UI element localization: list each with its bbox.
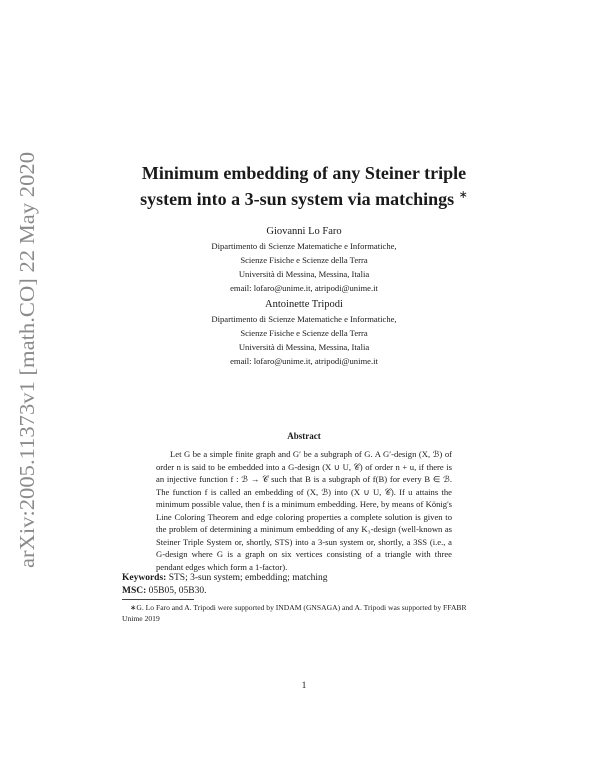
author-affiliation-line: Università di Messina, Messina, Italia	[238, 342, 370, 352]
keywords-label: Keywords:	[122, 573, 167, 583]
author-affiliation-line: Scienze Fisiche e Scienze della Terra	[240, 255, 368, 265]
keywords	[122, 572, 486, 585]
msc-label: MSC:	[122, 586, 147, 596]
footnote: ∗G. Lo Faro and A. Tripodi were supported by INDAM (GNSAGA) and A. Tripodi was supported by FFABR Unime 2019	[122, 603, 467, 623]
arxiv-stamp	[4, 150, 48, 570]
abstract-heading: Abstract	[287, 431, 321, 441]
author-affiliation-line: Dipartimento di Scienze Matematiche e Informatiche,	[211, 314, 397, 324]
arxiv-id: arXiv:2005.11373v1 [math.CO] 22 May 2020	[15, 181, 39, 568]
author-email: email: lofaro@unime.it, atripodi@unime.it	[230, 283, 378, 293]
author-affiliation-line: Università di Messina, Messina, Italia	[238, 269, 370, 279]
msc-value: 05B05, 05B30.	[148, 586, 207, 596]
keywords-value: STS; 3-sun system; embedding; matching	[168, 573, 328, 583]
msc-codes	[122, 585, 486, 598]
author-email: email: lofaro@unime.it, atripodi@unime.it	[230, 356, 378, 366]
page-number: 1	[301, 681, 307, 691]
title-line-2: system into a 3-sun system via matchings	[140, 189, 455, 209]
paper-title	[122, 162, 486, 210]
footnote-rule	[122, 599, 194, 600]
title-line-1: Minimum embedding of any Steiner triple	[141, 163, 467, 183]
author-name: Antoinette Tripodi	[265, 299, 343, 310]
title-footnote-marker: ∗	[458, 189, 468, 201]
author-name: Giovanni Lo Faro	[266, 226, 342, 237]
abstract-text: Let G be a simple finite graph and G′ be a subgraph of G. A G′-design (X, ℬ) of order n is said to be embedded into a G-design (X ∪ U, 𝒞) of order n + u, if there is an injective function f : ℬ → 𝒞 such that B is a subgraph of f(B) for every B ∈ ℬ. The function f is called an embedding of (X, ℬ) into (X ∪ U, 𝒞). If u attains the minimum possible value, then f is a minimum embedding. Here, by means of König's Line Coloring Theorem and edge coloring properties a complete solution is given to the problem of determining a minimum embedding of any K₃-design (well-known as Steiner Triple System or, shortly, STS) into a 3-sun system or, shortly, a 3SS (i.e., a G-design where G is a graph on six vertices consisting of a triangle with three pendant edges which form a 1-factor).	[156, 449, 452, 572]
author-affiliation-line: Dipartimento di Scienze Matematiche e Informatiche,	[211, 241, 397, 251]
author-affiliation-line: Scienze Fisiche e Scienze della Terra	[240, 328, 368, 338]
